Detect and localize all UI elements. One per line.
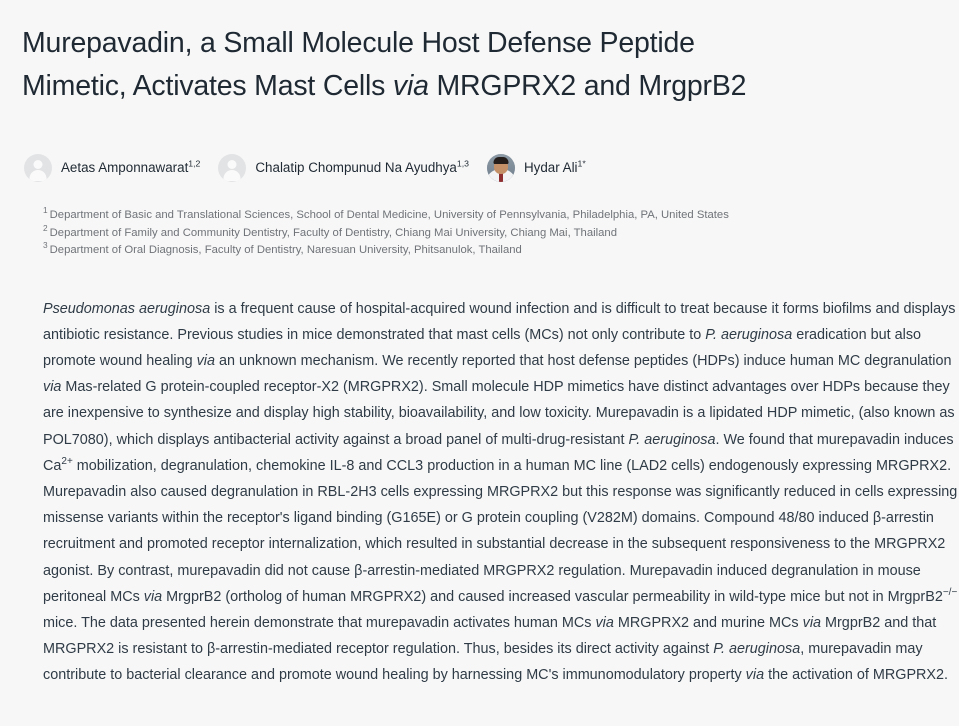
abstract-italic-segment: via [595,614,614,631]
affiliation-label: Department of Family and Community Dentistry, Faculty of Dentistry, Chiang Mai University, Chiang Mai, Thailand [49,226,617,239]
avatar-body-shape [30,170,47,181]
abstract-italic-segment: via [802,614,822,631]
affiliation-marker: 2 [43,222,48,233]
author-entry[interactable] [24,154,200,182]
title-line-1: Murepavadin, a Small Molecule Host Defense Peptide [22,27,695,59]
abstract-superscript-segment: 2+ [61,455,73,467]
avatar-head-shape [228,160,237,169]
abstract-text [43,296,959,689]
abstract-text-segment: the activation of MRGPRX2. [764,667,949,684]
person-placeholder-avatar-icon [218,154,246,182]
abstract-text-segment: eradication but also promote wound healing [43,326,922,369]
abstract-text-segment: mobilization, degranulation, chemokine IL-8 and CCL3 production in a human MC line (LAD2 cells) endogenously expressing MRGPRX2. Murepavadin also caused degranulation in RBL-2H3 cells expressing MRGPRX2 but this response was significantly reduced in cells expressing missense variants within the receptor's ligand binding (G165E) or G protein coupling (V282M) domains. Compound 48/80 induced β-arrestin recruitment and promoted receptor internalization, which resulted in substantial decrease in the subsequent responsiveness to the MRGPRX2 agonist. By contrast, murepavadin did not cause β-arrestin-mediated MRGPRX2 regulation. Murepavadin induced degranulation in mouse peritoneal MCs [43,457,958,605]
abstract-superscript-segment: −/− [942,586,958,598]
title-via-emphasis: via [392,70,429,102]
abstract-italic-segment: via [745,667,765,684]
abstract-text-segment: is a frequent cause of hospital-acquired wound infection and is difficult to treat because it forms biofilms and displays antibiotic resistance. Previous studies in mice demonstrated that mast cells (MCs) not only contribute to [43,300,956,343]
abstract-text-segment: MrgprB2 (ortholog of human MRGPRX2) and caused increased vascular permeability in wild-type mice but not in MrgprB2 [162,588,943,605]
author-photo-avatar [487,154,515,182]
abstract-text-segment: MRGPRX2 and murine MCs [613,614,803,631]
abstract-italic-segment: via [196,352,216,369]
author-list [24,154,939,182]
affiliation-item [43,242,939,260]
abstract-text-segment: . We found that murepavadin induces Ca [43,431,954,474]
abstract-text-segment: MrgprB2 and that MRGPRX2 is resistant to β-arrestin-mediated receptor regulation. Thus, besides its direct activity against [43,614,937,658]
title-line-2-suffix: MRGPRX2 and MrgprB2 [428,70,747,102]
abstract-italic-segment: via [143,588,163,605]
abstract-text-segment: an unknown mechanism. We recently reported that host defense peptides (HDPs) induce human MC degranulation [215,352,952,369]
abstract-italic-segment: P. aeruginosa [705,326,793,343]
title-line-2-prefix: Mimetic, Activates Mast Cells [22,70,393,102]
author-affiliation-marker: 1,3 [456,158,469,169]
author-name[interactable]: Hydar Ali$^{1*}$ [523,158,586,176]
abstract-italic-segment: via [43,379,62,396]
page-title [22,22,922,108]
abstract-italic-segment: P. aeruginosa [628,431,716,448]
avatar-hair-shape [493,157,508,164]
author-affiliation-marker: 1* [577,158,586,169]
affiliation-item [43,222,939,243]
abstract-text-segment: Mas-related G protein-coupled receptor-X2 (MRGPRX2). Small molecule HDP mimetics have distinct advantages over HDPs because they are inexpensive to synthesize and display high stability, bioavailability, and low toxicity. Murepavadin is a lipidated HDP mimetic, (also known as POL7080), which displays antibacterial activity against a broad panel of multi-drug-resistant [43,379,955,448]
author-entry[interactable] [487,154,586,182]
affiliation-label: Department of Oral Diagnosis, Faculty of Dentistry, Naresuan University, Phitsanulok, Thailand [49,244,522,256]
abstract-text-segment: , murepavadin may contribute to bacterial clearance and promote wound healing by harnessing MC's immunomodulatory property [43,641,923,684]
abstract-italic-segment: P. aeruginosa [713,641,801,658]
abstract-italic-segment: Pseudomonas aeruginosa [43,300,211,317]
affiliation-marker: 1 [43,205,48,216]
person-placeholder-avatar-icon [24,154,52,182]
affiliation-item [43,207,939,225]
affiliation-list [43,207,939,260]
author-name[interactable]: Aetas Amponnawarat$^{1,2}$ [61,158,201,176]
affiliation-marker: 3 [43,240,48,251]
author-entry[interactable] [218,154,469,182]
avatar-head-shape [34,160,43,169]
author-name[interactable]: Chalatip Chompunud Na Ayudhya$^{1,3}$ [255,158,469,176]
affiliation-label: Department of Basic and Translational Sciences, School of Dental Medicine, University of Pennsylvania, Philadelphia, PA, United States [49,209,729,221]
avatar-body-shape [224,170,241,181]
abstract-text-segment: mice. The data presented herein demonstrate that murepavadin activates human MCs [43,614,596,631]
author-affiliation-marker: 1,2 [188,158,201,169]
